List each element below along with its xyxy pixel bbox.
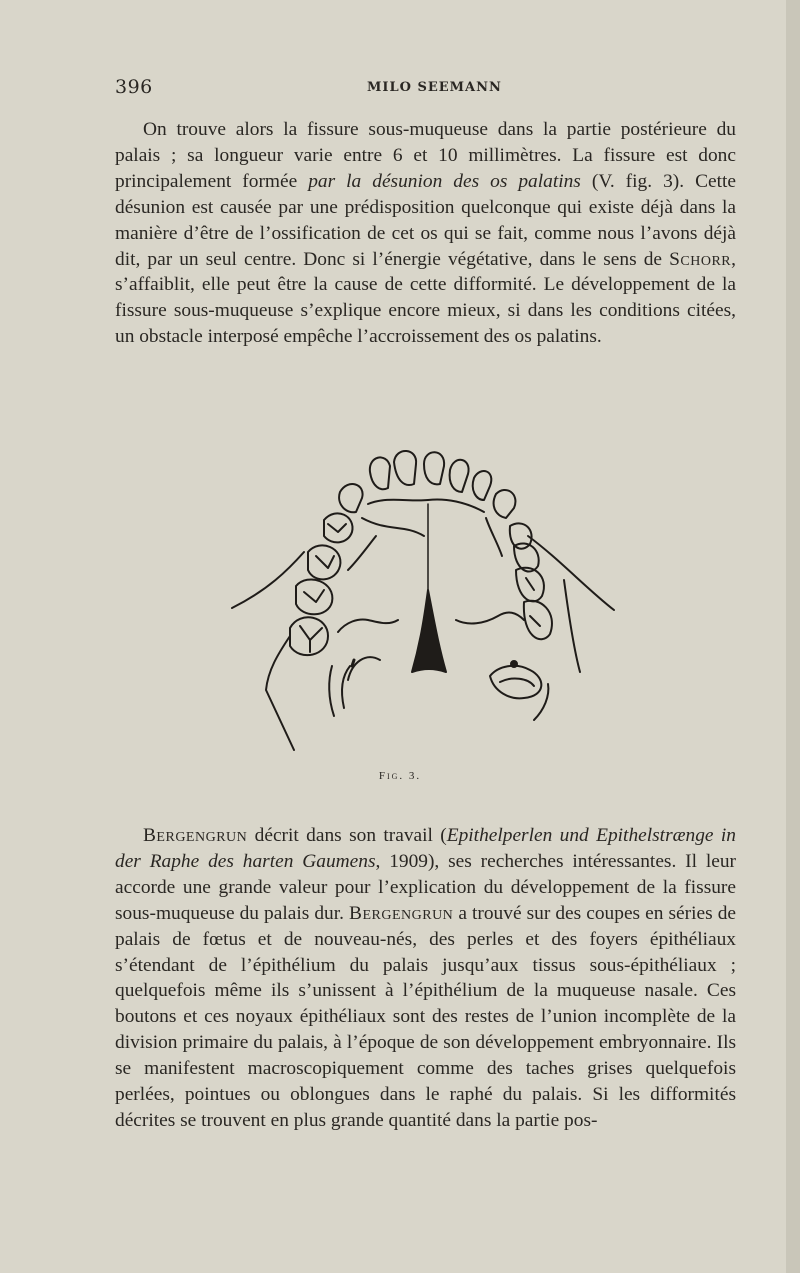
work-title: Epithelperlen und Epithelstrænge in der Raphe des harten Gaumens	[115, 825, 736, 872]
author-name: Schorr	[669, 248, 732, 270]
paragraph-1: On trouve alors la fissure sous-muqueuse dans la partie postérieure du palais ; sa longueur varie entre 6 et 10 millimètres. La fissure est donc principalement formée par la désunion des os palatins (V. fig. 3). Cette désunion est causée par une prédisposition quelconque qui existe déjà dans la manière d’être de l’ossification de cet os qui se fait, comme nous l’avons déjà dit, par un seul centre. Donc si l’énergie végétative, dans le sens de Schorr, s’affaiblit, elle peut être la cause de cette difformité. Le développement de la fissure sous-muqueuse s’explique encore mieux, si dans les conditions citées, un obstacle interposé empêche l’accroissement des os palatins.	[115, 119, 736, 348]
figure-caption: Fig. 3.	[378, 770, 422, 782]
running-head: MILO SEEMANN	[367, 80, 502, 95]
author-name: Bergengrun	[143, 825, 248, 846]
author-name: Bergengrun	[349, 902, 454, 924]
page-edge	[786, 0, 800, 1273]
paragraph-2: Bergengrun décrit dans son travail (Epithelperlen und Epithelstrænge in der Raphe des harten Gaumens, 1909), ses recherches intéressantes. Il leur accorde une grande valeur pour l’explication du développement de la fissure sous-muqueuse du palais dur. Bergengrun a trouvé sur des coupes en séries de palais de fœtus et de nouveau-nés, des perles et des foyers épithéliaux s’étendant de l’épithélium du palais jusqu’aux tissus sous-épithéliaux ; quelquefois même ils s’unissent à l’épithélium de la muqueuse nasale. Ces boutons et ces noyaux épithéliaux sont des restes de l’union incomplète de la division primaire du palais, à l’époque de son développement embryonnaire. Ils se manifestent macroscopiquement comme des taches grises quelquefois perlées, pointues ou oblongues dans le raphé du palais. Si les difformités décrites se trouvent en plus grande quantité dans la partie pos-	[115, 825, 737, 1131]
emphasis: par la désunion des os palatins	[308, 170, 581, 192]
palate-figure	[228, 440, 618, 760]
page-header	[115, 76, 736, 100]
page-number: 396	[115, 76, 153, 98]
